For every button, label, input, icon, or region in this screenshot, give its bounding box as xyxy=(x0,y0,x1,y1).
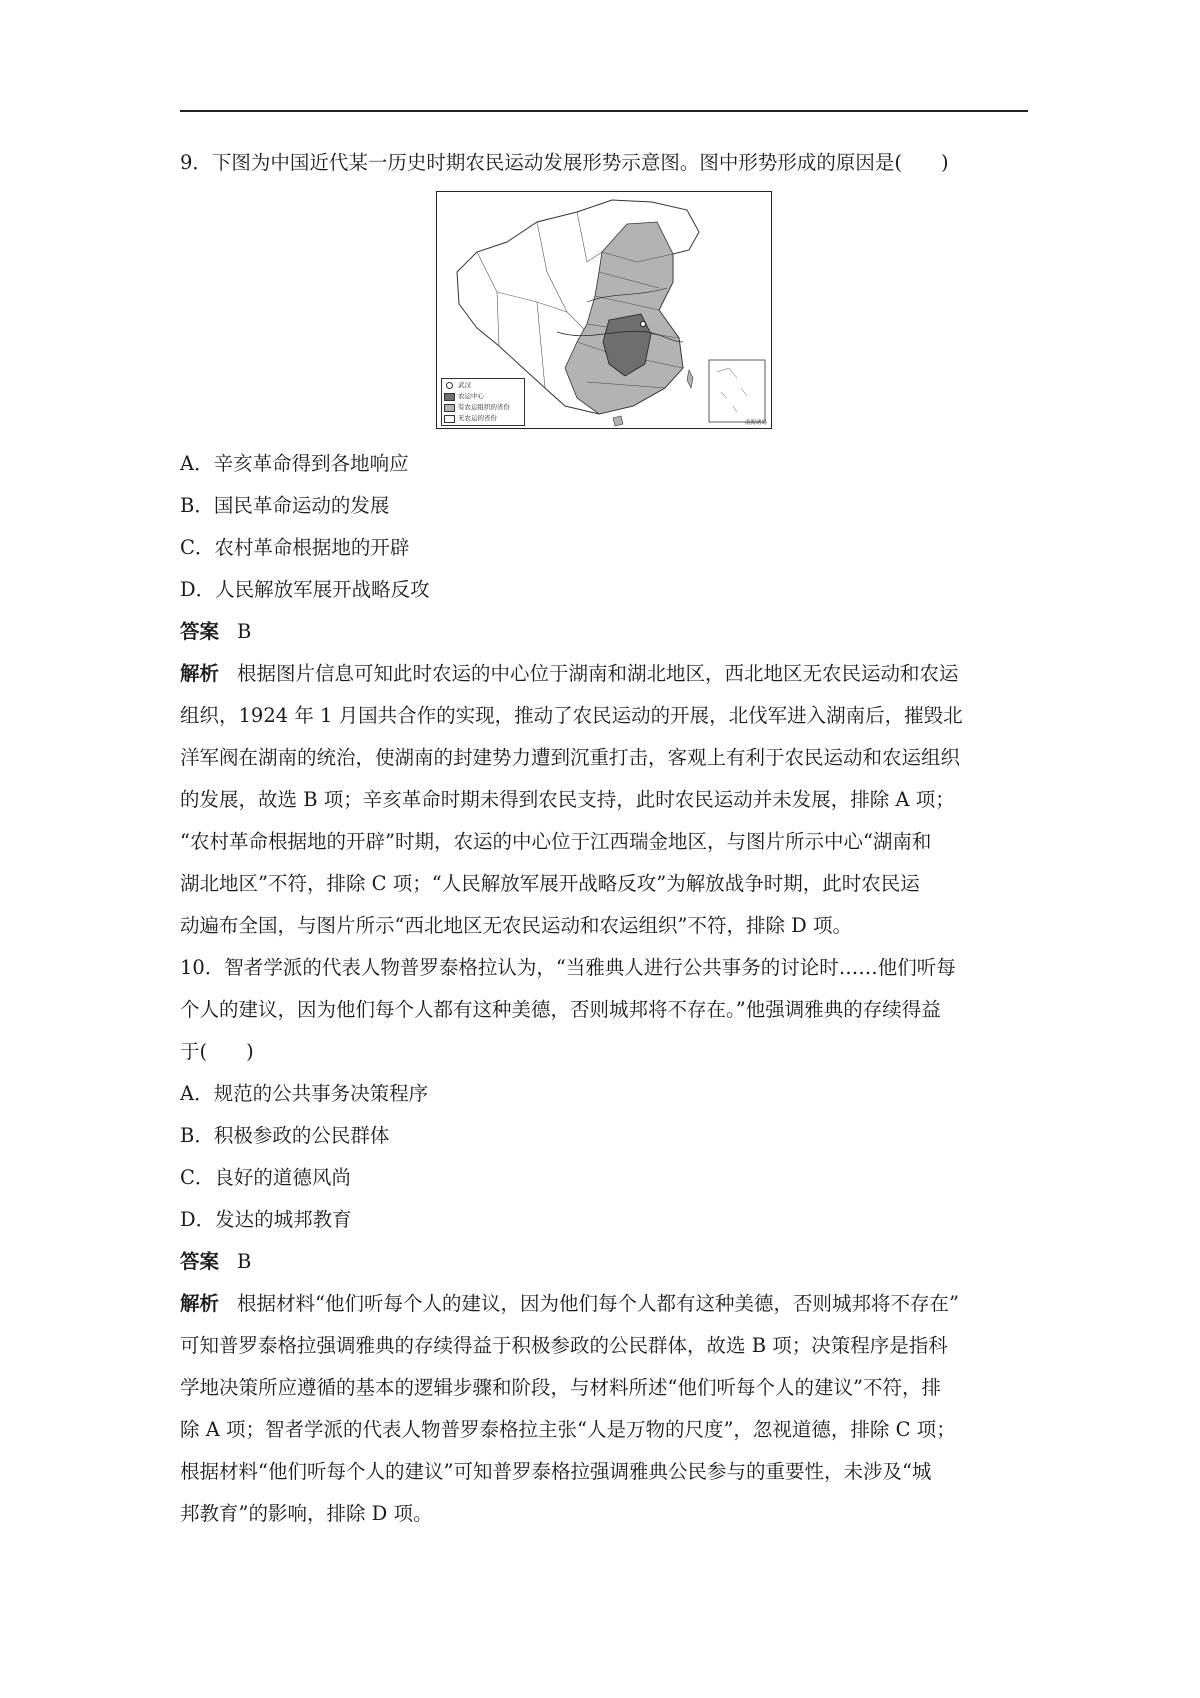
analysis-line: 的发展，故选 B 项；辛亥革命时期未得到农民支持，此时农民运动并未发展，排除 A 项； xyxy=(180,788,955,811)
question-10-stem: 10．智者学派的代表人物普罗泰格拉认为，“当雅典人进行公共事务的讨论时……他们听每 xyxy=(180,956,956,979)
swatch-icon xyxy=(444,415,455,423)
analysis-line: 除 A 项；智者学派的代表人物普罗泰格拉主张“人是万物的尺度”，忽视道德，排除 C 项； xyxy=(180,1418,956,1441)
peasant-movement-map xyxy=(436,191,772,429)
analysis-label: 解析 xyxy=(180,1292,220,1315)
analysis-line: 洋军阀在湖南的统治，使湖南的封建势力遭到沉重打击，客观上有利于农民运动和农运组织 xyxy=(180,746,961,769)
answer-line xyxy=(180,611,1028,653)
legend-item-organized: 有农运组织的省份 xyxy=(444,402,522,413)
analysis-line: 动遍布全国，与图片所示“西北地区无农民运动和农运组织”不符，排除 D 项。 xyxy=(180,914,852,937)
question-9 xyxy=(180,142,1028,184)
swatch-icon xyxy=(444,393,455,401)
answer-line xyxy=(180,1241,1028,1283)
analysis-label: 解析 xyxy=(180,662,220,685)
legend-item-wuhan: 武汉 xyxy=(444,380,522,391)
answer-value: B xyxy=(237,620,252,643)
analysis-line: 解析 根据图片信息可知此时农运的中心位于湖南和湖北地区，西北地区无农民运动和农运 xyxy=(180,662,959,685)
analysis-line: 可知普罗泰格拉强调雅典的存续得益于积极参政的公民群体，故选 B 项；决策程序是指科 xyxy=(180,1334,948,1357)
answer-value: B xyxy=(237,1250,252,1273)
south-sea-inset xyxy=(709,360,765,422)
option-b: B．国民革命运动的发展 xyxy=(180,494,390,517)
analysis-line: 解析 根据材料“他们听每个人的建议，因为他们每个人都有这种美德，否则城邦将不存在” xyxy=(180,1292,959,1315)
legend-item-none: 无农运的省份 xyxy=(444,413,522,424)
question-10-stem: 个人的建议，因为他们每个人都有这种美德，否则城邦将不存在。”他强调雅典的存续得益 xyxy=(180,998,941,1021)
option-a: A．辛亥革命得到各地响应 xyxy=(180,452,409,475)
analysis-line: 组织，1924 年 1 月国共合作的实现，推动了农民运动的开展，北伐军进入湖南后，摧毁北 xyxy=(180,704,963,727)
option-b: B．积极参政的公民群体 xyxy=(180,1124,390,1147)
inset-label: 南海诸岛 xyxy=(744,420,767,426)
analysis-line: 邦教育”的影响，排除 D 项。 xyxy=(180,1502,433,1525)
question-10 xyxy=(180,947,1028,1535)
header-rule xyxy=(180,110,1028,112)
option-c: C．良好的道德风尚 xyxy=(180,1166,351,1189)
circle-icon xyxy=(446,382,453,389)
analysis-line: 根据材料“他们听每个人的建议”可知普罗泰格拉强调雅典公民参与的重要性，未涉及“城 xyxy=(180,1460,932,1483)
option-c: C．农村革命根据地的开辟 xyxy=(180,536,410,559)
question-9-stem: 9．下图为中国近代某一历史时期农民运动发展形势示意图。图中形势形成的原因是( ) xyxy=(180,151,949,174)
answer-label: 答案 xyxy=(180,1250,220,1273)
question-10-stem: 于( ) xyxy=(180,1040,254,1063)
map-legend xyxy=(441,378,525,426)
map-hainan xyxy=(613,416,623,426)
option-d: D．发达的城邦教育 xyxy=(180,1208,352,1231)
wuhan-marker xyxy=(641,322,646,327)
swatch-icon xyxy=(444,404,455,412)
analysis-line: 湖北地区”不符，排除 C 项；“人民解放军展开战略反攻”为解放战争时期，此时农民运 xyxy=(180,872,920,895)
analysis-line: “农村革命根据地的开辟”时期，农运的中心位于江西瑞金地区，与图片所示中心“湖南和 xyxy=(180,830,932,853)
answer-label: 答案 xyxy=(180,620,220,643)
question-9-body xyxy=(180,443,1028,947)
analysis-line: 学地决策所应遵循的基本的逻辑步骤和阶段，与材料所述“他们听每个人的建议”不符，排 xyxy=(180,1376,941,1399)
legend-item-center: 农运中心 xyxy=(444,391,522,402)
option-a: A．规范的公共事务决策程序 xyxy=(180,1082,429,1105)
map-taiwan xyxy=(687,370,693,388)
option-d: D．人民解放军展开战略反攻 xyxy=(180,578,430,601)
